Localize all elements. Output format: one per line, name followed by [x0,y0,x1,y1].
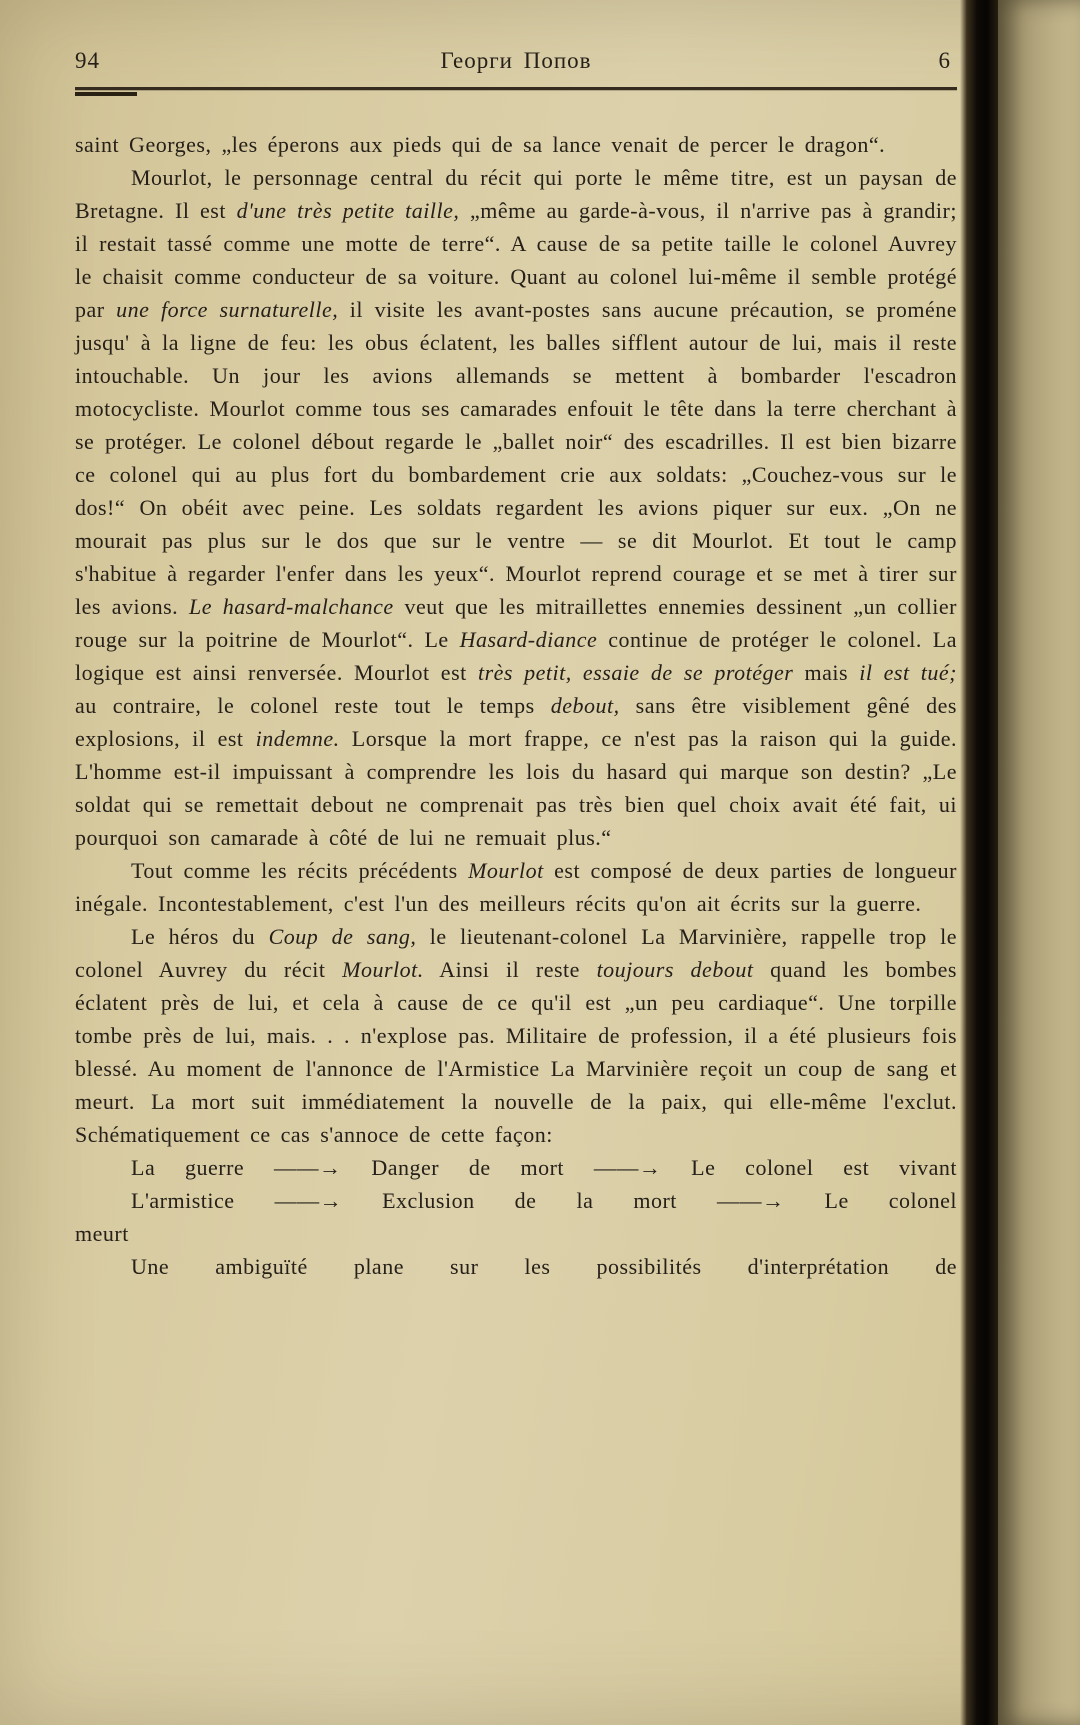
schema-line [75,1217,957,1250]
page-number-underline [75,92,137,97]
scan-background [998,0,1080,1725]
italic-text-segment: une force surnaturelle, [116,297,339,322]
text-segment: quand les bombes éclatent près de lui, et cela à cause de ce qu'il est „un peu cardiaque“. Une torpille tombe près de lui, mais. . . n'explose pas. Militaire de profession, il a été plusieurs fois blessé. Au moment de l'annonce de l'Armistice La Marvinière reçoit un coup de sang et meurt. La mort suit immédiatement la nouvelle de la paix, qui elle-même l'exclut. Schématiquement ce cas s'annoce de cette façon: [75,957,957,1147]
italic-text-segment: d'une très petite taille, [236,198,460,223]
italic-text-segment: debout, [550,693,620,718]
text-segment: au contraire, le colonel reste tout le temps [75,693,551,718]
text-segment: „même au garde-à-vous, il n'arrive pas à grandir; il restait tassé comme une motte de terre“. A cause de sa petite taille le colonel Auvrey le chaisit comme conducteur de sa voiture. Quant au colonel lui-même il semble protégé par [75,198,957,322]
text-segment: est composé de deux parties de longueur inégale. Incontestablement, c'est l'un des meilleurs récits qu'on ait écrits sur la guerre. [75,858,957,916]
text-segment: continue de protéger le colonel. La logique est ainsi renversée. Mourlot est [75,627,957,685]
text-segment: Ainsi il reste [423,957,597,982]
schema-line [75,1151,957,1184]
header-rule [75,87,957,90]
italic-text-segment: Hasard-diance [459,627,598,652]
text-segment: Mourlot, le personnage central du récit qui porte le même titre, est un paysan de Bretagne. Il est [75,165,957,223]
text-segment: saint Georges, „les éperons aux pieds qui de sa lance venait de percer le dragon“. [75,132,886,157]
paragraph [75,920,957,1151]
text-segment: meurt [75,1221,129,1246]
page-number-right: 6 [938,48,951,73]
page-edge-shadow [960,0,998,1725]
italic-text-segment: Mourlot [468,858,544,883]
text-segment: Lorsque la mort frappe, ce n'est pas la raison qui la guide. L'homme est-il impuissant à comprendre les lois du hasard qui marque son destin? „Le soldat qui se remettait debout ne comprenait pas très bien quel choix avait été fait, ui pourquoi son camarade à côté de lui ne remuait plus.“ [75,726,957,850]
text-body [75,128,957,1283]
text-segment: Tout comme les récits précédents [131,858,469,883]
running-title: Георги Попов [440,48,592,73]
italic-text-segment: indemne. [255,726,340,751]
italic-text-segment: très petit, essaie de se protéger [477,660,794,685]
italic-text-segment: Mourlot. [342,957,424,982]
text-segment: sans être visiblement gêné des explosions, il est [75,693,957,751]
paragraph [75,854,957,920]
text-segment: La guerre ——→ Danger de mort ——→ Le colonel est vivant [131,1155,957,1180]
text-segment: le lieutenant-colonel La Marvinière, rappelle trop le colonel Auvrey du récit [75,924,958,982]
italic-text-segment: il est tué; [859,660,957,685]
paragraph [75,1250,957,1283]
paragraph [75,161,957,854]
italic-text-segment: Coup de sang, [268,924,417,949]
page-header [75,48,957,74]
text-segment: il visite les avant-postes sans aucune précaution, se proméne jusqu' à la ligne de feu: les obus éclatent, les balles sifflent autour de lui, mais il reste intouchable. Un jour les avions allemands se mettent à bombarder l'escadron motocycliste. Mourlot comme tous ses camarades enfouit le tête dans la terre cherchant à se protéger. Le colonel débout regarde le „ballet noir“ des escadrilles. Il est bien bizarre ce colonel qui au plus fort du bombardement crie aux soldats: „Couchez-vous sur le dos!“ On obéit avec peine. Les soldats regardent les avions piquer sur eux. „On ne mourait pas plus sur le dos que sur le ventre — se dit Mourlot. Et tout le camp s'habitue à regarder l'enfer dans les yeux“. Mourlot reprend courage et se met à tirer sur les avions. [75,297,958,619]
paragraph [75,128,957,161]
page-number-left: 94 [75,48,100,73]
page-content [75,48,957,1283]
italic-text-segment: toujours debout [596,957,754,982]
text-segment: veut que les mitraillettes ennemies dessinent „un collier rouge sur la poitrine de Mourlot“. Le [75,594,957,652]
text-segment: mais [793,660,860,685]
text-segment: Une ambiguïté plane sur les possibilités d'interprétation de [131,1254,957,1279]
schema-line [75,1184,957,1217]
text-segment: Le héros du [131,924,269,949]
italic-text-segment: Le hasard-malchance [188,594,394,619]
text-segment: L'armistice ——→ Exclusion de la mort ——→ Le colonel [131,1188,957,1213]
